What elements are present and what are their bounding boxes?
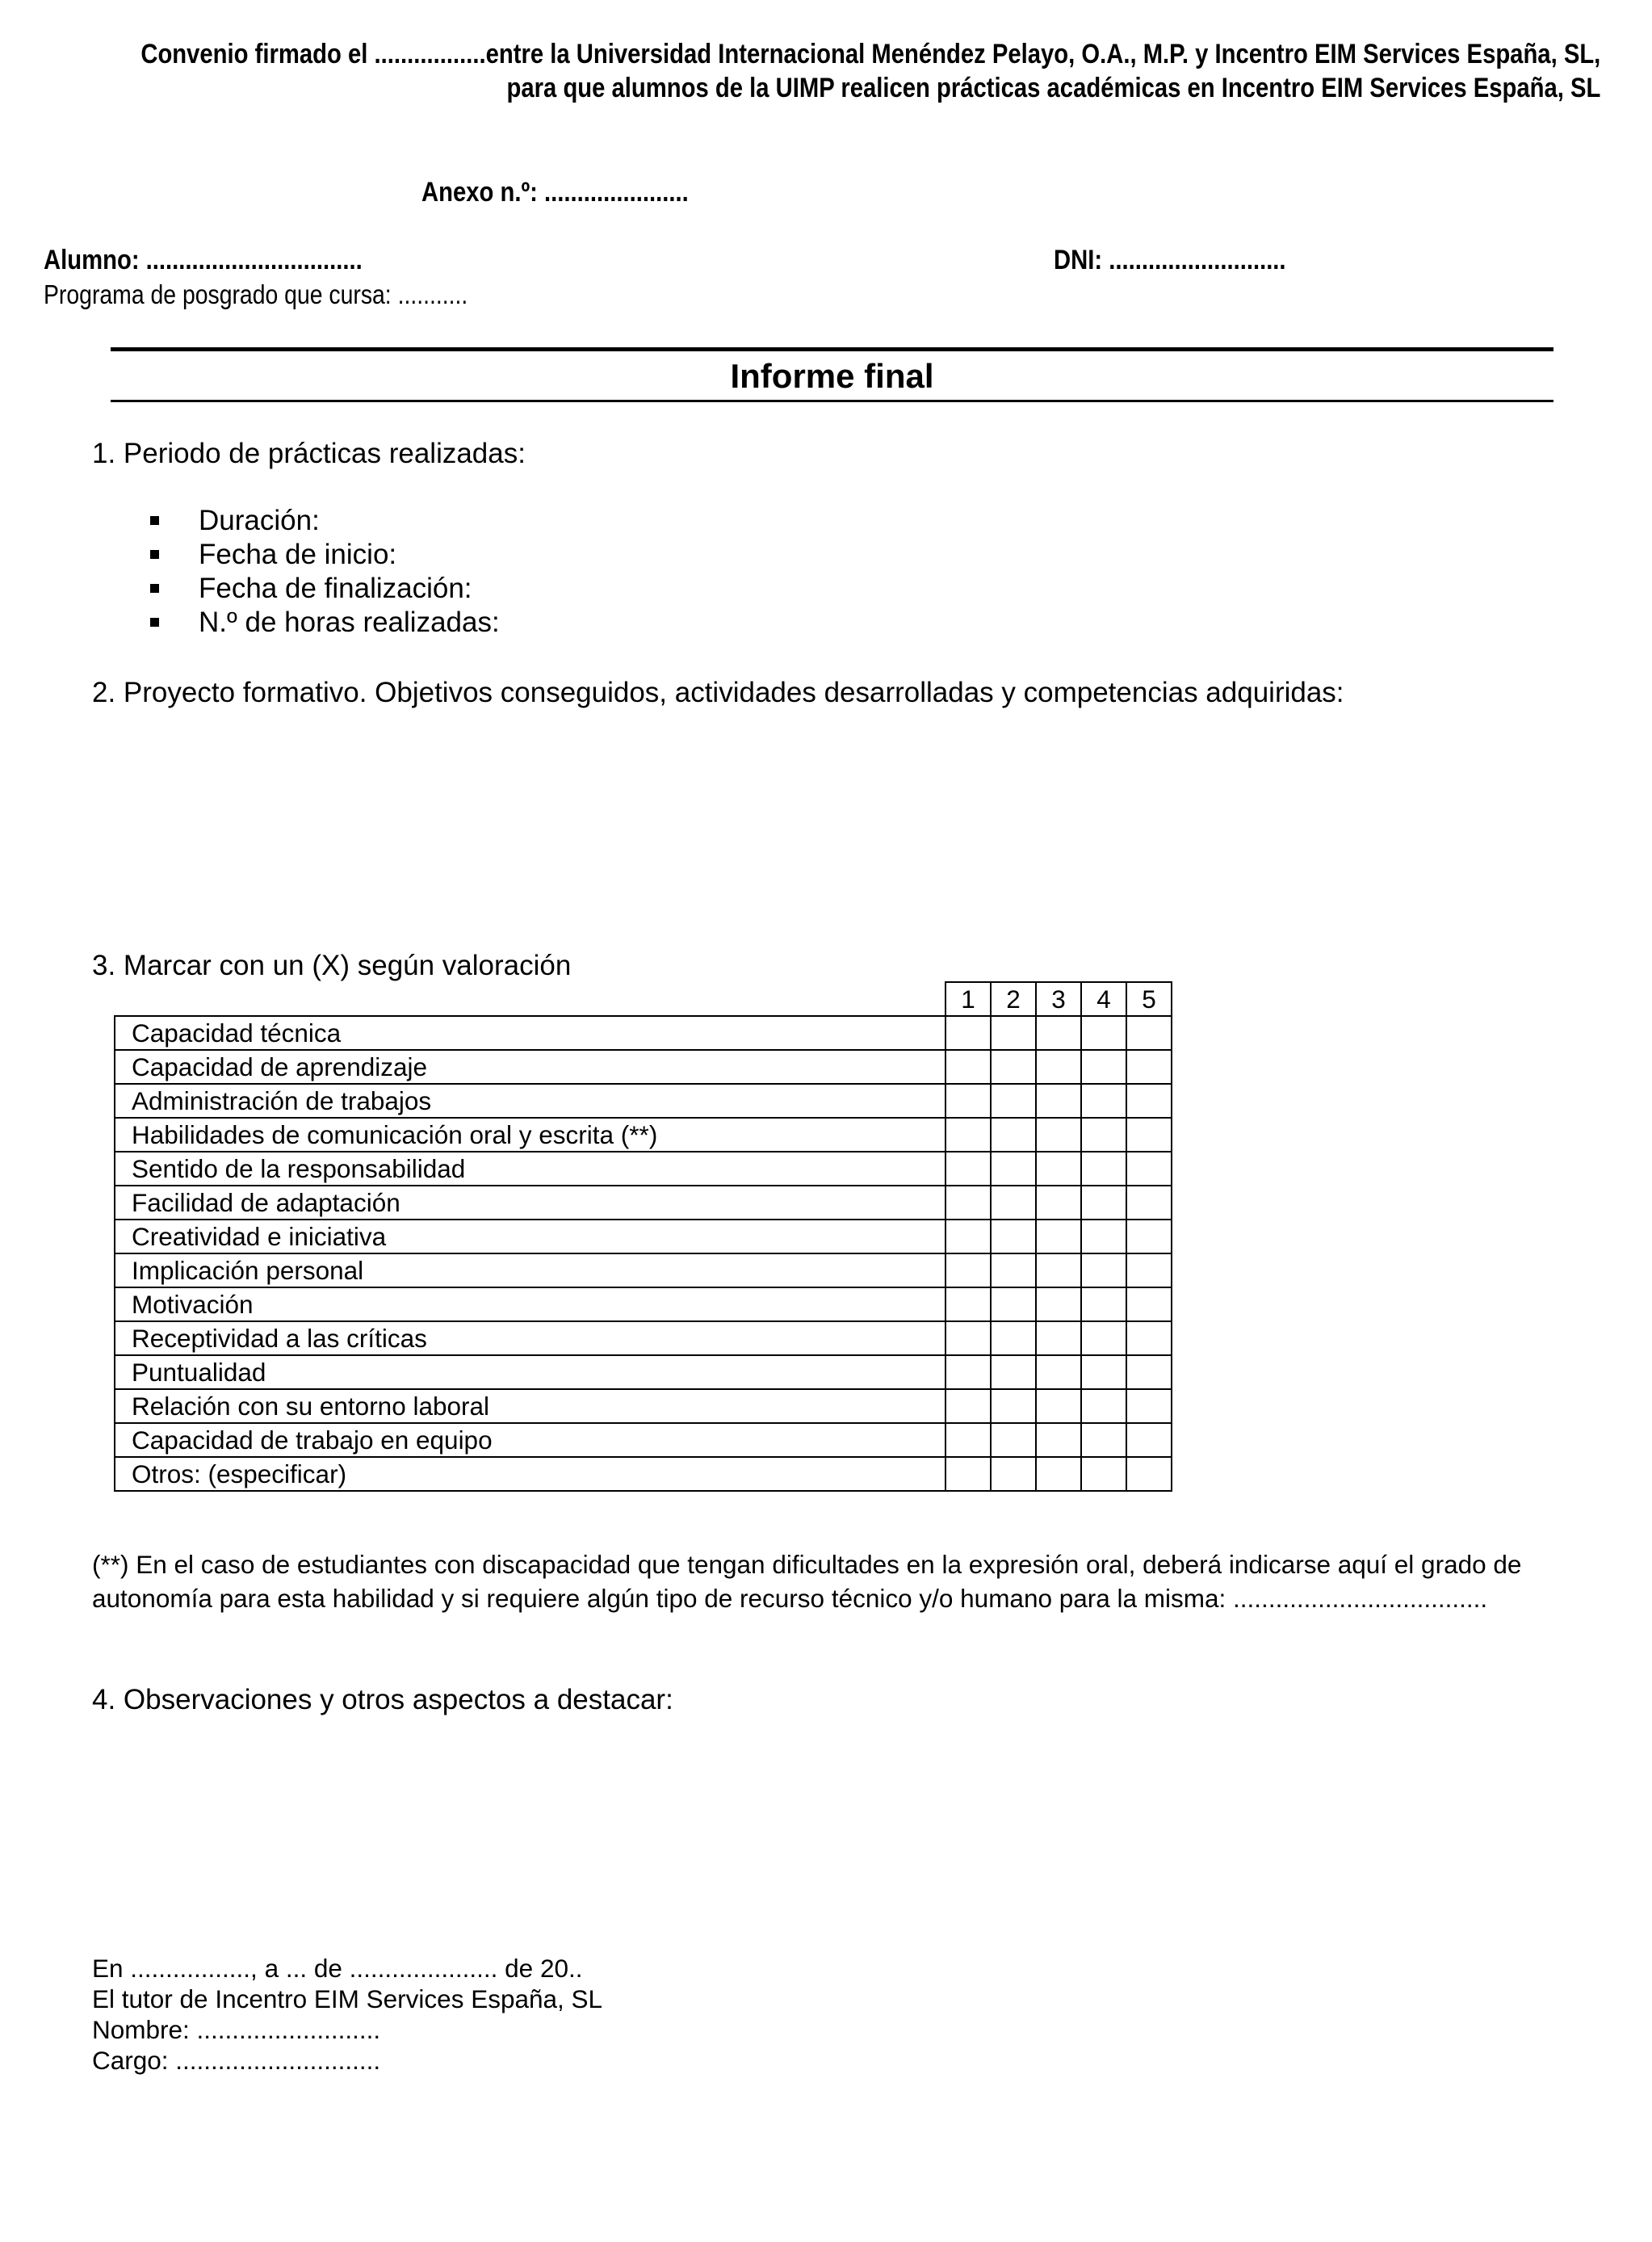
score-cell-2[interactable]: [991, 1287, 1036, 1321]
table-row: [115, 1457, 1172, 1491]
score-cell-4[interactable]: [1081, 1389, 1126, 1423]
table-row: [115, 1084, 1172, 1118]
score-cell-5[interactable]: [1126, 1152, 1172, 1186]
score-cell-5[interactable]: [1126, 1220, 1172, 1253]
score-cell-5[interactable]: [1126, 1118, 1172, 1152]
evaluation-table: [114, 981, 1172, 1492]
score-cell-1[interactable]: [945, 1050, 991, 1084]
score-cell-2[interactable]: [991, 1321, 1036, 1355]
postgraduate-program-field: Programa de posgrado que cursa: ...........: [44, 279, 468, 309]
list-item: Fecha de finalización:: [150, 572, 500, 606]
list-item: N.º de horas realizadas:: [150, 606, 500, 640]
score-cell-1[interactable]: [945, 1287, 991, 1321]
score-cell-4[interactable]: [1081, 1321, 1126, 1355]
score-cell-3[interactable]: [1036, 1355, 1081, 1389]
score-cell-1[interactable]: [945, 1016, 991, 1050]
title-bottom-rule: [111, 400, 1553, 402]
table-row: [115, 1118, 1172, 1152]
score-cell-3[interactable]: [1036, 1084, 1081, 1118]
score-cell-4[interactable]: [1081, 1355, 1126, 1389]
title-top-rule: [111, 347, 1553, 351]
score-cell-5[interactable]: [1126, 1050, 1172, 1084]
score-cell-3[interactable]: [1036, 1253, 1081, 1287]
score-cell-1[interactable]: [945, 1084, 991, 1118]
score-cell-1[interactable]: [945, 1423, 991, 1457]
criterion-label: Receptividad a las críticas: [115, 1321, 945, 1355]
tutor-role-line: Cargo: .............................: [92, 2046, 381, 2075]
page-title: Informe final: [730, 357, 934, 395]
criterion-label: Administración de trabajos: [115, 1084, 945, 1118]
place-date-line: En ................., a ... de ..................... de 20..: [92, 1954, 583, 1983]
table-row: [115, 1253, 1172, 1287]
table-row: [115, 1186, 1172, 1220]
score-cell-5[interactable]: [1126, 1321, 1172, 1355]
score-cell-2[interactable]: [991, 1084, 1036, 1118]
scale-label: 5: [1126, 982, 1172, 1016]
score-cell-3[interactable]: [1036, 1118, 1081, 1152]
table-row: [115, 1220, 1172, 1253]
section-3-heading: 3. Marcar con un (X) según valoración: [92, 950, 572, 981]
score-cell-4[interactable]: [1081, 1423, 1126, 1457]
criterion-label: Motivación: [115, 1287, 945, 1321]
criterion-label: Puntualidad: [115, 1355, 945, 1389]
score-cell-2[interactable]: [991, 1152, 1036, 1186]
table-row: [115, 1423, 1172, 1457]
score-cell-1[interactable]: [945, 1389, 991, 1423]
dni-field: DNI: ...........................: [1054, 245, 1286, 275]
scale-label: 4: [1081, 982, 1126, 1016]
table-row: [115, 1389, 1172, 1423]
score-cell-1[interactable]: [945, 1220, 991, 1253]
list-item: Fecha de inicio:: [150, 538, 500, 572]
score-cell-3[interactable]: [1036, 1423, 1081, 1457]
score-cell-2[interactable]: [991, 1253, 1036, 1287]
score-cell-2[interactable]: [991, 1423, 1036, 1457]
score-cell-5[interactable]: [1126, 1253, 1172, 1287]
criterion-label: Capacidad de aprendizaje: [115, 1050, 945, 1084]
scale-label: 3: [1036, 982, 1081, 1016]
section-1-heading: 1. Periodo de prácticas realizadas:: [92, 438, 526, 469]
score-cell-3[interactable]: [1036, 1321, 1081, 1355]
score-cell-4[interactable]: [1081, 1186, 1126, 1220]
score-cell-2[interactable]: [991, 1118, 1036, 1152]
score-cell-5[interactable]: [1126, 1457, 1172, 1491]
tutor-name-line: Nombre: ..........................: [92, 2015, 381, 2044]
section-4-heading: 4. Observaciones y otros aspectos a destacar:: [92, 1684, 673, 1715]
table-row: [115, 1016, 1172, 1050]
score-cell-4[interactable]: [1081, 1016, 1126, 1050]
practice-period-list: [150, 504, 500, 640]
score-cell-5[interactable]: [1126, 1389, 1172, 1423]
score-cell-4[interactable]: [1081, 1287, 1126, 1321]
score-cell-5[interactable]: [1126, 1186, 1172, 1220]
list-item: Duración:: [150, 504, 500, 538]
score-cell-5[interactable]: [1126, 1423, 1172, 1457]
score-cell-3[interactable]: [1036, 1152, 1081, 1186]
criterion-label: Creatividad e iniciativa: [115, 1220, 945, 1253]
score-cell-2[interactable]: [991, 1389, 1036, 1423]
score-cell-2[interactable]: [991, 1355, 1036, 1389]
tutor-line: El tutor de Incentro EIM Services España, SL: [92, 1984, 603, 2013]
disability-note-line-1: (**) En el caso de estudiantes con discapacidad que tengan dificultades en la expresión oral, deberá indicarse aquí el grado de: [92, 1550, 1522, 1579]
score-cell-4[interactable]: [1081, 1118, 1126, 1152]
score-cell-1[interactable]: [945, 1152, 991, 1186]
scale-label: 2: [991, 982, 1036, 1016]
criterion-label: Implicación personal: [115, 1253, 945, 1287]
score-cell-2[interactable]: [991, 1016, 1036, 1050]
score-cell-4[interactable]: [1081, 1152, 1126, 1186]
table-row: [115, 1321, 1172, 1355]
criterion-label: Habilidades de comunicación oral y escrita (**): [115, 1118, 945, 1152]
score-cell-4[interactable]: [1081, 1457, 1126, 1491]
score-cell-5[interactable]: [1126, 1287, 1172, 1321]
student-name-field: Alumno: .................................: [44, 245, 363, 275]
table-row: [115, 1287, 1172, 1321]
score-cell-4[interactable]: [1081, 1084, 1126, 1118]
score-cell-4[interactable]: [1081, 1050, 1126, 1084]
table-row: [115, 1050, 1172, 1084]
scale-header-row: [115, 982, 1172, 1016]
score-cell-1[interactable]: [945, 1253, 991, 1287]
score-cell-2[interactable]: [991, 1457, 1036, 1491]
agreement-header-line-2: para que alumnos de la UIMP realicen prácticas académicas en Incentro EIM Services España, SL: [506, 73, 1600, 103]
score-cell-3[interactable]: [1036, 1457, 1081, 1491]
score-cell-4[interactable]: [1081, 1253, 1126, 1287]
criterion-label: Capacidad técnica: [115, 1016, 945, 1050]
annex-number: Anexo n.º: ......................: [421, 177, 689, 208]
score-cell-2[interactable]: [991, 1186, 1036, 1220]
score-cell-3[interactable]: [1036, 1016, 1081, 1050]
criterion-label: Relación con su entorno laboral: [115, 1389, 945, 1423]
scale-label: 1: [945, 982, 991, 1016]
score-cell-3[interactable]: [1036, 1389, 1081, 1423]
table-row: [115, 1152, 1172, 1186]
criterion-label: Capacidad de trabajo en equipo: [115, 1423, 945, 1457]
criterion-label: Sentido de la responsabilidad: [115, 1152, 945, 1186]
score-cell-3[interactable]: [1036, 1287, 1081, 1321]
score-cell-1[interactable]: [945, 1321, 991, 1355]
score-cell-1[interactable]: [945, 1118, 991, 1152]
score-cell-4[interactable]: [1081, 1220, 1126, 1253]
disability-note-line-2: autonomía para esta habilidad y si requiere algún tipo de recurso técnico y/o humano para la misma: ....................................: [92, 1584, 1488, 1613]
score-cell-2[interactable]: [991, 1050, 1036, 1084]
agreement-header-line-1: Convenio firmado el .................entre la Universidad Internacional Menéndez Pelayo, O.A., M.P. y Incentro EIM Services España, SL,: [140, 39, 1600, 69]
criterion-label: Facilidad de adaptación: [115, 1186, 945, 1220]
score-cell-1[interactable]: [945, 1355, 991, 1389]
table-corner: [115, 982, 945, 1016]
score-cell-1[interactable]: [945, 1186, 991, 1220]
score-cell-1[interactable]: [945, 1457, 991, 1491]
score-cell-2[interactable]: [991, 1220, 1036, 1253]
section-2-heading: 2. Proyecto formativo. Objetivos conseguidos, actividades desarrolladas y competencias adquiridas:: [92, 677, 1344, 708]
score-cell-3[interactable]: [1036, 1050, 1081, 1084]
score-cell-3[interactable]: [1036, 1220, 1081, 1253]
score-cell-5[interactable]: [1126, 1084, 1172, 1118]
score-cell-5[interactable]: [1126, 1355, 1172, 1389]
table-row: [115, 1355, 1172, 1389]
criterion-label: Otros: (especificar): [115, 1457, 945, 1491]
score-cell-5[interactable]: [1126, 1016, 1172, 1050]
score-cell-3[interactable]: [1036, 1186, 1081, 1220]
